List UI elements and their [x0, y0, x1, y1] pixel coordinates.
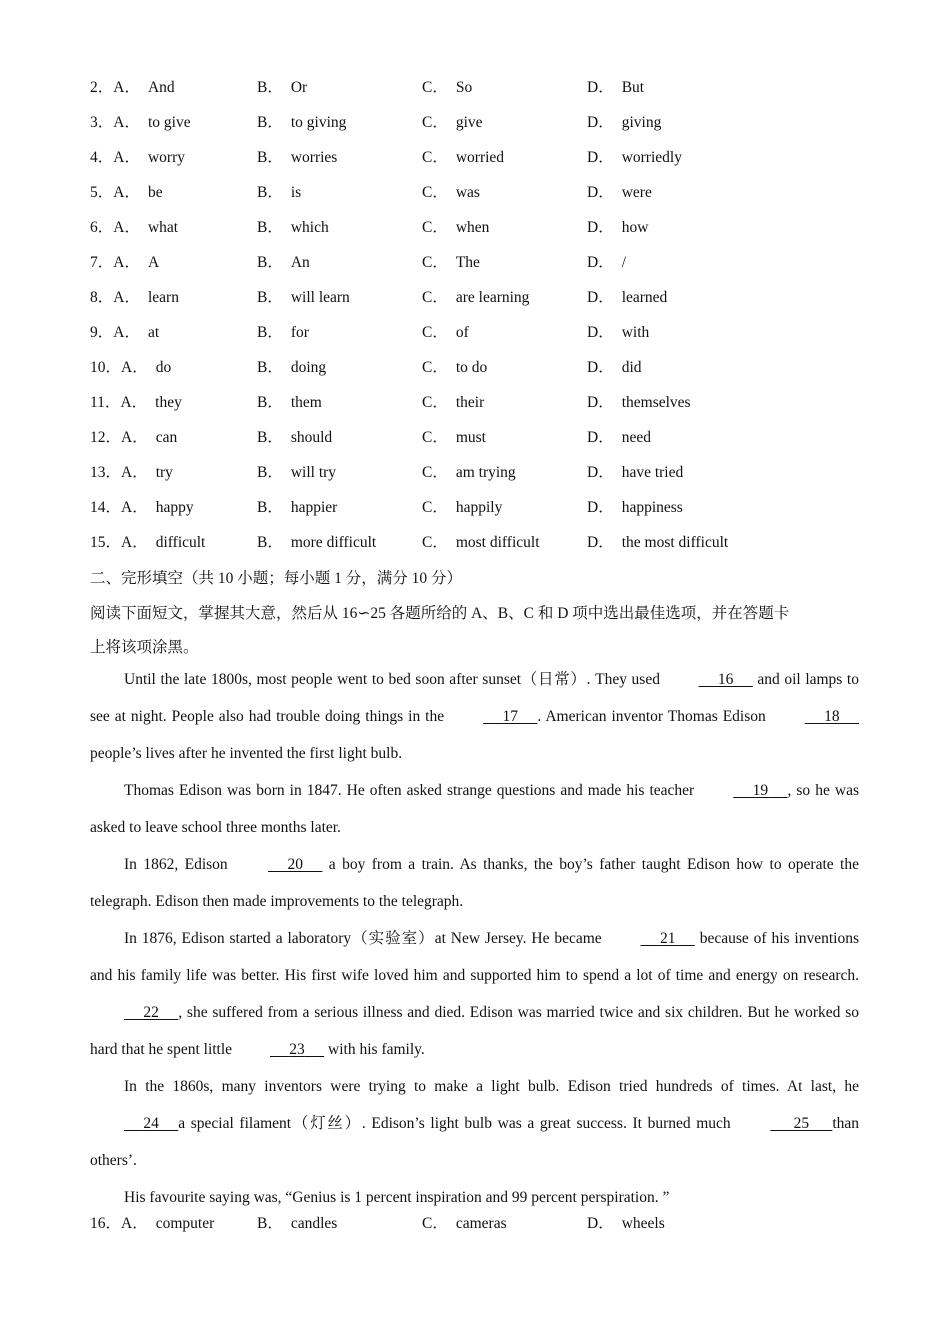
option-c[interactable]: C． happily	[422, 499, 503, 516]
question-number: 6．	[90, 219, 114, 236]
option-c[interactable]: C． am trying	[422, 464, 516, 481]
option-c[interactable]: C． their	[422, 394, 485, 411]
option-b[interactable]: B． for	[257, 324, 309, 341]
question-number: 3．	[90, 114, 114, 131]
question-number: 4．	[90, 149, 114, 166]
question-number: 10．	[90, 359, 122, 376]
passage-text: , she suffered from a serious illness and died. Edison was married twice and six children. But he worked so hard that he spent little	[90, 1004, 859, 1058]
option-d[interactable]: D． wheels	[587, 1215, 665, 1232]
option-c[interactable]: C． So	[422, 79, 473, 96]
passage-text: people’s lives after he invented the first light bulb.	[90, 745, 403, 762]
option-d[interactable]: D． themselves	[587, 394, 691, 411]
option-b[interactable]: B． will try	[257, 464, 337, 481]
option-b[interactable]: B． doing	[257, 359, 327, 376]
option-a[interactable]: 8．A． learn	[90, 289, 179, 306]
option-b[interactable]: B． to giving	[257, 114, 347, 131]
passage-paragraph-4	[90, 920, 859, 1068]
option-c[interactable]: C． of	[422, 324, 469, 341]
question-number: 5．	[90, 184, 114, 201]
option-d[interactable]: D． giving	[587, 114, 662, 131]
passage-text: Thomas Edison was born in 1847. He often asked strange questions and made his teacher	[124, 782, 700, 799]
instruction-line-2: 上将该项涂黑。	[90, 639, 199, 656]
question-number: 9．	[90, 324, 114, 341]
passage-text: In 1876, Edison started a laboratory（实验室）at New Jersey. He became	[124, 930, 607, 947]
option-a[interactable]: 15．A． difficult	[90, 534, 206, 551]
passage-paragraph-5	[90, 1068, 859, 1179]
option-d[interactable]: D． But	[587, 79, 645, 96]
option-d[interactable]: D． did	[587, 359, 642, 376]
blank-16: 16	[717, 671, 734, 688]
option-d[interactable]: D． worriedly	[587, 149, 682, 166]
blank-22: 22	[143, 1004, 159, 1021]
option-a[interactable]: 12．A． can	[90, 429, 178, 446]
passage-text: than others’.	[90, 1115, 859, 1169]
option-b[interactable]: B． them	[257, 394, 322, 411]
option-a[interactable]: 5．A． be	[90, 184, 163, 201]
question-number: 15．	[90, 534, 122, 551]
question-number: 13．	[90, 464, 122, 481]
option-c[interactable]: C． are learning	[422, 289, 530, 306]
option-c[interactable]: C． worried	[422, 149, 505, 166]
passage-text: and oil lamps to see at night. People also had trouble doing things in the	[90, 671, 859, 725]
question-number: 7．	[90, 254, 114, 271]
option-d[interactable]: D． have tried	[587, 464, 684, 481]
option-b[interactable]: B． which	[257, 219, 329, 236]
option-d[interactable]: D． learned	[587, 289, 668, 306]
option-b[interactable]: B． is	[257, 184, 302, 201]
option-b[interactable]: B． more difficult	[257, 534, 377, 551]
option-c[interactable]: C． to do	[422, 359, 488, 376]
cloze-passage	[90, 661, 859, 1216]
option-a[interactable]: 2．A． And	[90, 79, 175, 96]
blank-23: 23	[289, 1041, 305, 1058]
option-c[interactable]: C． The	[422, 254, 480, 271]
blank-19: 19	[752, 782, 769, 799]
option-b[interactable]: B． Or	[257, 79, 308, 96]
option-a[interactable]: 14．A． happy	[90, 499, 194, 516]
passage-text: with his family.	[324, 1041, 425, 1058]
blank-17: 17	[502, 708, 518, 725]
option-d[interactable]: D． with	[587, 324, 650, 341]
blank-24: 24	[143, 1115, 159, 1132]
blank-18: 18	[824, 708, 840, 725]
option-b[interactable]: B． should	[257, 429, 333, 446]
section-title: 二、完形填空（共 10 小题；每小题 1 分，满分 10 分）	[90, 570, 463, 587]
question-number: 12．	[90, 429, 122, 446]
option-b[interactable]: B． will learn	[257, 289, 350, 306]
option-d[interactable]: D． were	[587, 184, 652, 201]
option-c[interactable]: C． when	[422, 219, 490, 236]
blank-25: 25	[793, 1115, 810, 1132]
passage-text: In 1862, Edison	[124, 856, 235, 873]
option-a[interactable]: 9．A． at	[90, 324, 160, 341]
question-number: 11．	[90, 394, 121, 411]
option-b[interactable]: B． An	[257, 254, 310, 271]
passage-paragraph-6: His favourite saying was, “Genius is 1 percent inspiration and 99 percent perspiration. ”	[124, 1189, 670, 1206]
passage-paragraph-1	[90, 661, 859, 772]
option-a[interactable]: 3．A． to give	[90, 114, 191, 131]
option-c[interactable]: C． was	[422, 184, 480, 201]
passage-text: a boy from a train. As thanks, the boy’s father taught Edison how to operate the telegraph. Edison then made improvements to the telegraph.	[90, 856, 859, 910]
option-d[interactable]: D． the most difficult	[587, 534, 729, 551]
option-a[interactable]: 7．A． A	[90, 254, 160, 271]
option-a[interactable]: 10．A． do	[90, 359, 172, 376]
option-c[interactable]: C． must	[422, 429, 486, 446]
passage-paragraph-2	[90, 772, 859, 846]
option-a[interactable]: 11．A． they	[90, 394, 182, 411]
option-d[interactable]: D． need	[587, 429, 651, 446]
question-number: 16．	[90, 1215, 122, 1232]
option-a[interactable]: 6．A． what	[90, 219, 179, 236]
option-b[interactable]: B． worries	[257, 149, 338, 166]
option-c[interactable]: C． give	[422, 114, 483, 131]
question-number: 14．	[90, 499, 122, 516]
option-c[interactable]: C． cameras	[422, 1215, 507, 1232]
option-b[interactable]: B． candles	[257, 1215, 338, 1232]
blank-20: 20	[287, 856, 303, 873]
option-d[interactable]: D． how	[587, 219, 649, 236]
instruction-line-1: 阅读下面短文，掌握其大意，然后从 16∽25 各题所给的 A、B、C 和 D 项中选出最佳选项，并在答题卡	[90, 605, 790, 622]
option-a[interactable]: 4．A． worry	[90, 149, 185, 166]
option-a[interactable]: 13．A． try	[90, 464, 173, 481]
passage-text: Until the late 1800s, most people went to bed soon after sunset（日常）. They used	[124, 671, 665, 688]
passage-text: . American inventor Thomas Edison	[537, 708, 771, 725]
question-number: 8．	[90, 289, 114, 306]
option-a[interactable]: 16．A． computer	[90, 1215, 215, 1232]
passage-text: In the 1860s, many inventors were trying to make a light bulb. Edison tried hundreds of times. At last, he	[124, 1078, 859, 1095]
section-instruction	[90, 597, 860, 665]
passage-text: because of his inventions and his family life was better. His first wife loved him and supported him to spend a lot of time and energy on research.	[90, 930, 859, 984]
option-c[interactable]: C． most difficult	[422, 534, 540, 551]
option-d[interactable]: D． /	[587, 254, 627, 271]
option-b[interactable]: B． happier	[257, 499, 338, 516]
passage-text: , so he was asked to leave school three months later.	[90, 782, 859, 836]
passage-text: a special filament（灯丝）. Edison’s light bulb was a great success. It burned much	[178, 1115, 737, 1132]
passage-paragraph-3	[90, 846, 859, 920]
option-d[interactable]: D． happiness	[587, 499, 683, 516]
question-number: 2．	[90, 79, 114, 96]
blank-21: 21	[659, 930, 676, 947]
